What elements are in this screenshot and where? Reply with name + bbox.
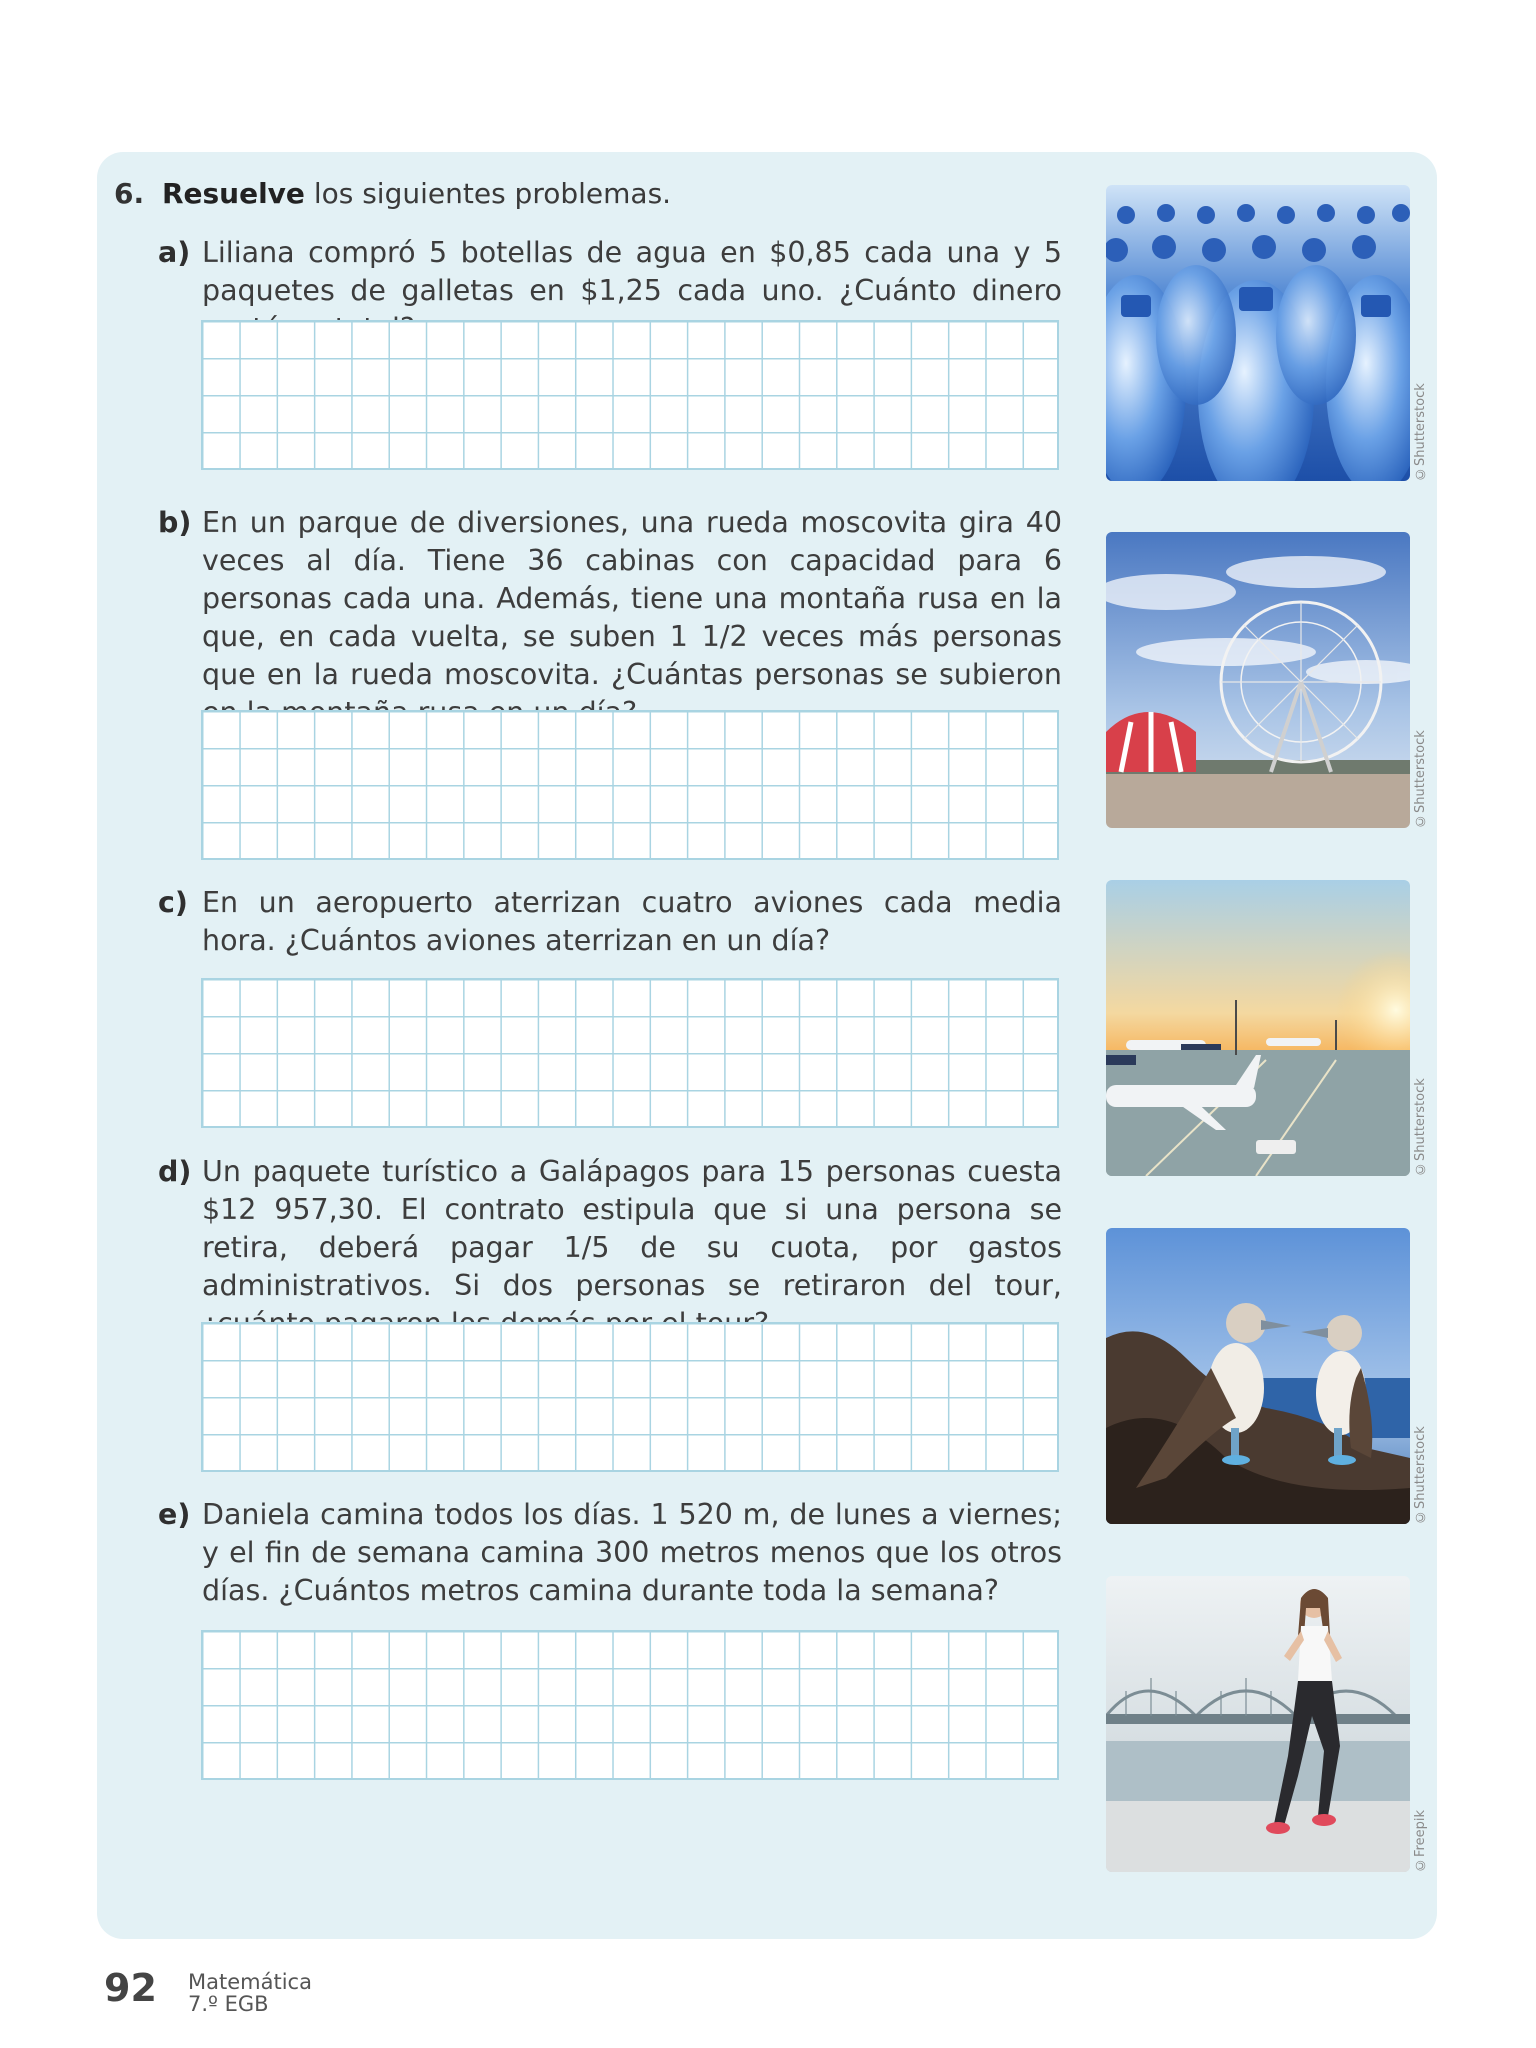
photo-credit: ©Shutterstock (1413, 730, 1428, 828)
exercise-verb: Resuelve (161, 177, 305, 210)
problem-text: En un parque de diversiones, una rueda moscovita gira 40 veces al día. Tiene 36 cabinas con capacidad para 6 personas cada una. Además, tiene una montaña rusa en la que, en cada vuelta, se suben 1 1/2 veces más personas que en la rueda moscovita. ¿Cuántas personas se subieron (202, 506, 1062, 691)
exercise-heading (114, 174, 671, 214)
exercise-number: 6. (114, 177, 145, 210)
problem-letter: e) (158, 1498, 191, 1531)
problem-c (158, 884, 1062, 960)
problem-text: Liliana compró 5 botellas de agua en $0,85 cada una y 5 paquetes de galletas en $1,25 cada uno. ¿Cuánto dinero (202, 236, 1062, 307)
problem-text: Daniela camina todos los días. 1 520 m, de lunes a viernes; y el fin de semana camina 300 metros menos que los otros días. ¿Cuántos metros camina durante toda la semana? (202, 1498, 1062, 1607)
photo-credit: ©Shutterstock (1413, 1426, 1428, 1524)
footer-subject (188, 1971, 312, 2015)
problem-letter: a) (158, 236, 191, 269)
problem-text: Un paquete turístico a Galápagos para 15 personas cuesta $12 957,30. El contrato estipula que si una persona se retira, deberá pagar 1/5 de su cuota, por gastos administrativos. Si dos personas se retiraron del tour, (202, 1155, 1062, 1302)
answer-grid-e[interactable] (201, 1630, 1059, 1780)
photo-ferris-wheel (1106, 532, 1410, 828)
photo-credit: ©Shutterstock (1413, 383, 1428, 481)
answer-grid-c[interactable] (201, 978, 1059, 1128)
problem-e (158, 1496, 1062, 1610)
photo-credit: ©Shutterstock (1413, 1078, 1428, 1176)
problem-d (158, 1153, 1062, 1343)
answer-grid-d[interactable] (201, 1322, 1059, 1472)
exercise-instruction: los siguientes problemas. (304, 177, 672, 210)
photo-water-bottles (1106, 185, 1410, 481)
photo-credit: ©Freepik (1413, 1810, 1428, 1872)
grade-level: 7.º EGB (188, 1992, 269, 2016)
photo-airport (1106, 880, 1410, 1176)
problem-letter: c) (158, 886, 188, 919)
problem-letter: b) (158, 506, 192, 539)
answer-grid-a[interactable] (201, 320, 1059, 470)
page-number: 92 (104, 1966, 157, 2010)
problem-letter: d) (158, 1155, 192, 1188)
photo-blue-footed-boobies (1106, 1228, 1410, 1524)
photo-woman-walking (1106, 1576, 1410, 1872)
problem-text: En un aeropuerto aterrizan cuatro aviones cada media hora. ¿Cuántos aviones aterrizan en un día? (202, 886, 1062, 957)
answer-grid-b[interactable] (201, 710, 1059, 860)
subject-name: Matemática (188, 1970, 312, 1994)
problem-b (158, 504, 1062, 732)
